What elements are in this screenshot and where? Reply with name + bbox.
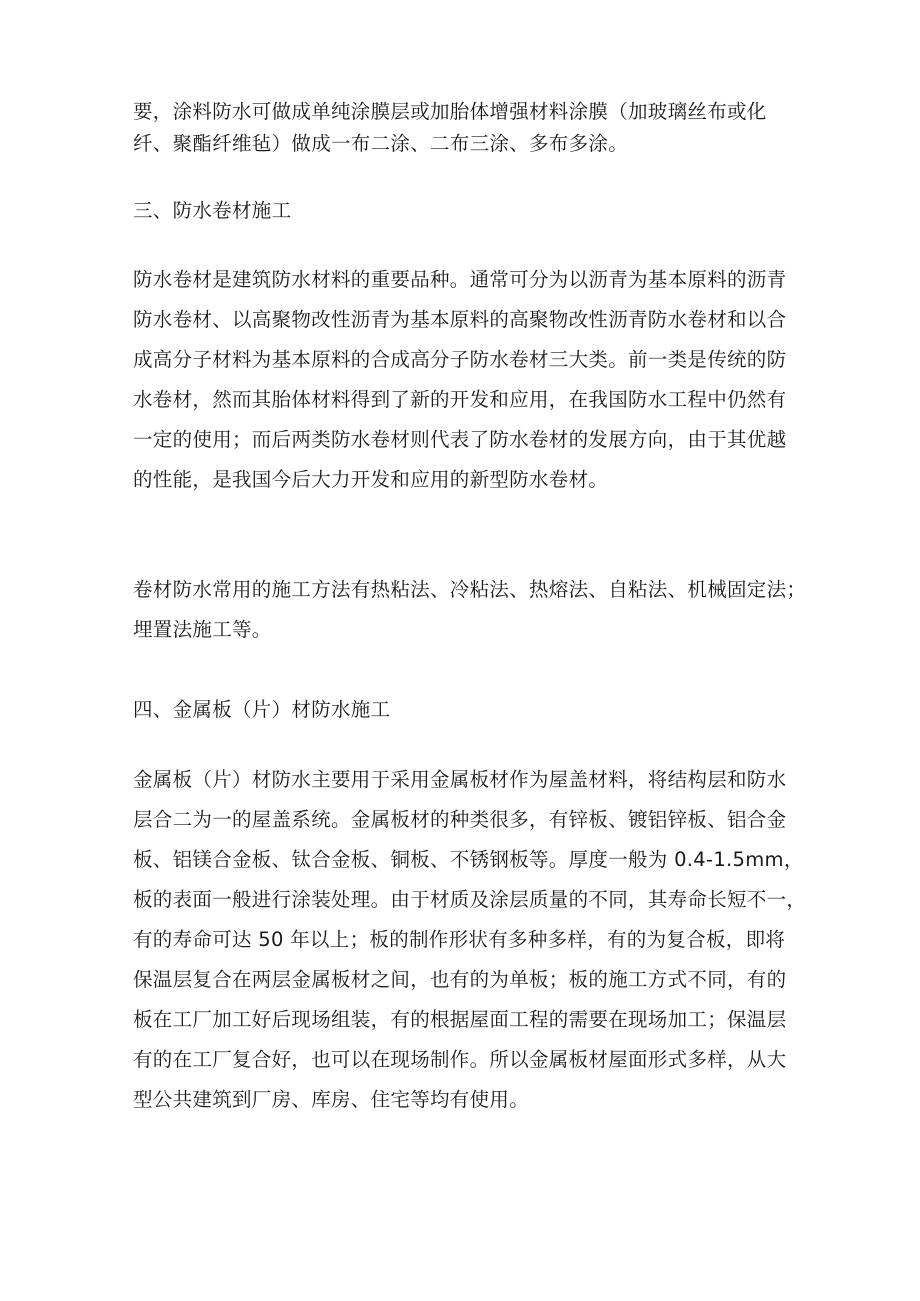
text-line: 一定的使用；而后两类防水卷材则代表了防水卷材的发展方向，由于其优越	[133, 428, 787, 451]
text-line: 型公共建筑到厂房、库房、住宅等均有使用。	[133, 1088, 530, 1111]
text-line: 水卷材，然而其胎体材料得到了新的开发和应用，在我国防水工程中仍然有	[133, 388, 787, 411]
heading-text: 三、防水卷材施工	[133, 199, 292, 222]
text-line: 板在工厂加工好后现场组装，有的根据屋面工程的需要在现场加工；保温层	[133, 1008, 787, 1031]
paragraph-3b	[133, 570, 807, 650]
text-line: 成高分子材料为基本原料的合成高分子防水卷材三大类。前一类是传统的防	[133, 348, 787, 371]
text-line: 层合二为一的屋盖系统。金属板材的种类很多，有锌板、镀铝锌板、铝合金	[133, 808, 787, 831]
heading-text: 四、金属板（片）材防水施工	[133, 698, 391, 721]
text-line: 金属板（片）材防水主要用于采用金属板材作为屋盖材料，将结构层和防水	[133, 768, 787, 791]
paragraph-3a	[133, 260, 793, 500]
text-line: 有的在工厂复合好，也可以在现场制作。所以金属板材屋面形式多样，从大	[133, 1048, 787, 1071]
text-line: 保温层复合在两层金属板材之间，也有的为单板；板的施工方式不同，有的	[133, 968, 787, 991]
text-line: 纤、聚酯纤维毡）做成一布二涂、二布三涂、多布多涂。	[133, 132, 629, 155]
text-line: 板的表面一般进行涂装处理。由于材质及涂层质量的不同，其寿命长短不一，	[133, 888, 807, 911]
text-line: 有的寿命可达 50 年以上；板的制作形状有多种多样，有的为复合板，即将	[133, 928, 786, 951]
section-heading-3	[133, 191, 793, 231]
text-line: 防水卷材是建筑防水材料的重要品种。通常可分为以沥青为基本原料的沥青	[133, 268, 787, 291]
text-line: 埋置法施工等。	[133, 618, 272, 641]
text-line: 的性能，是我国今后大力开发和应用的新型防水卷材。	[133, 468, 609, 491]
text-line: 板、铝镁合金板、钛合金板、铜板、不锈钢板等。厚度一般为 0.4-1.5mm，	[133, 848, 804, 871]
text-line: 防水卷材、以高聚物改性沥青为基本原料的高聚物改性沥青防水卷材和以合	[133, 308, 787, 331]
text-line: 要，涂料防水可做成单纯涂膜层或加胎体增强材料涂膜（加玻璃丝布或化	[133, 100, 767, 123]
text-line: 卷材防水常用的施工方法有热粘法、冷粘法、热熔法、自粘法、机械固定法；	[133, 578, 807, 601]
section-heading-4	[133, 690, 793, 730]
paragraph-4	[133, 760, 807, 1120]
paragraph-intro	[133, 96, 793, 160]
